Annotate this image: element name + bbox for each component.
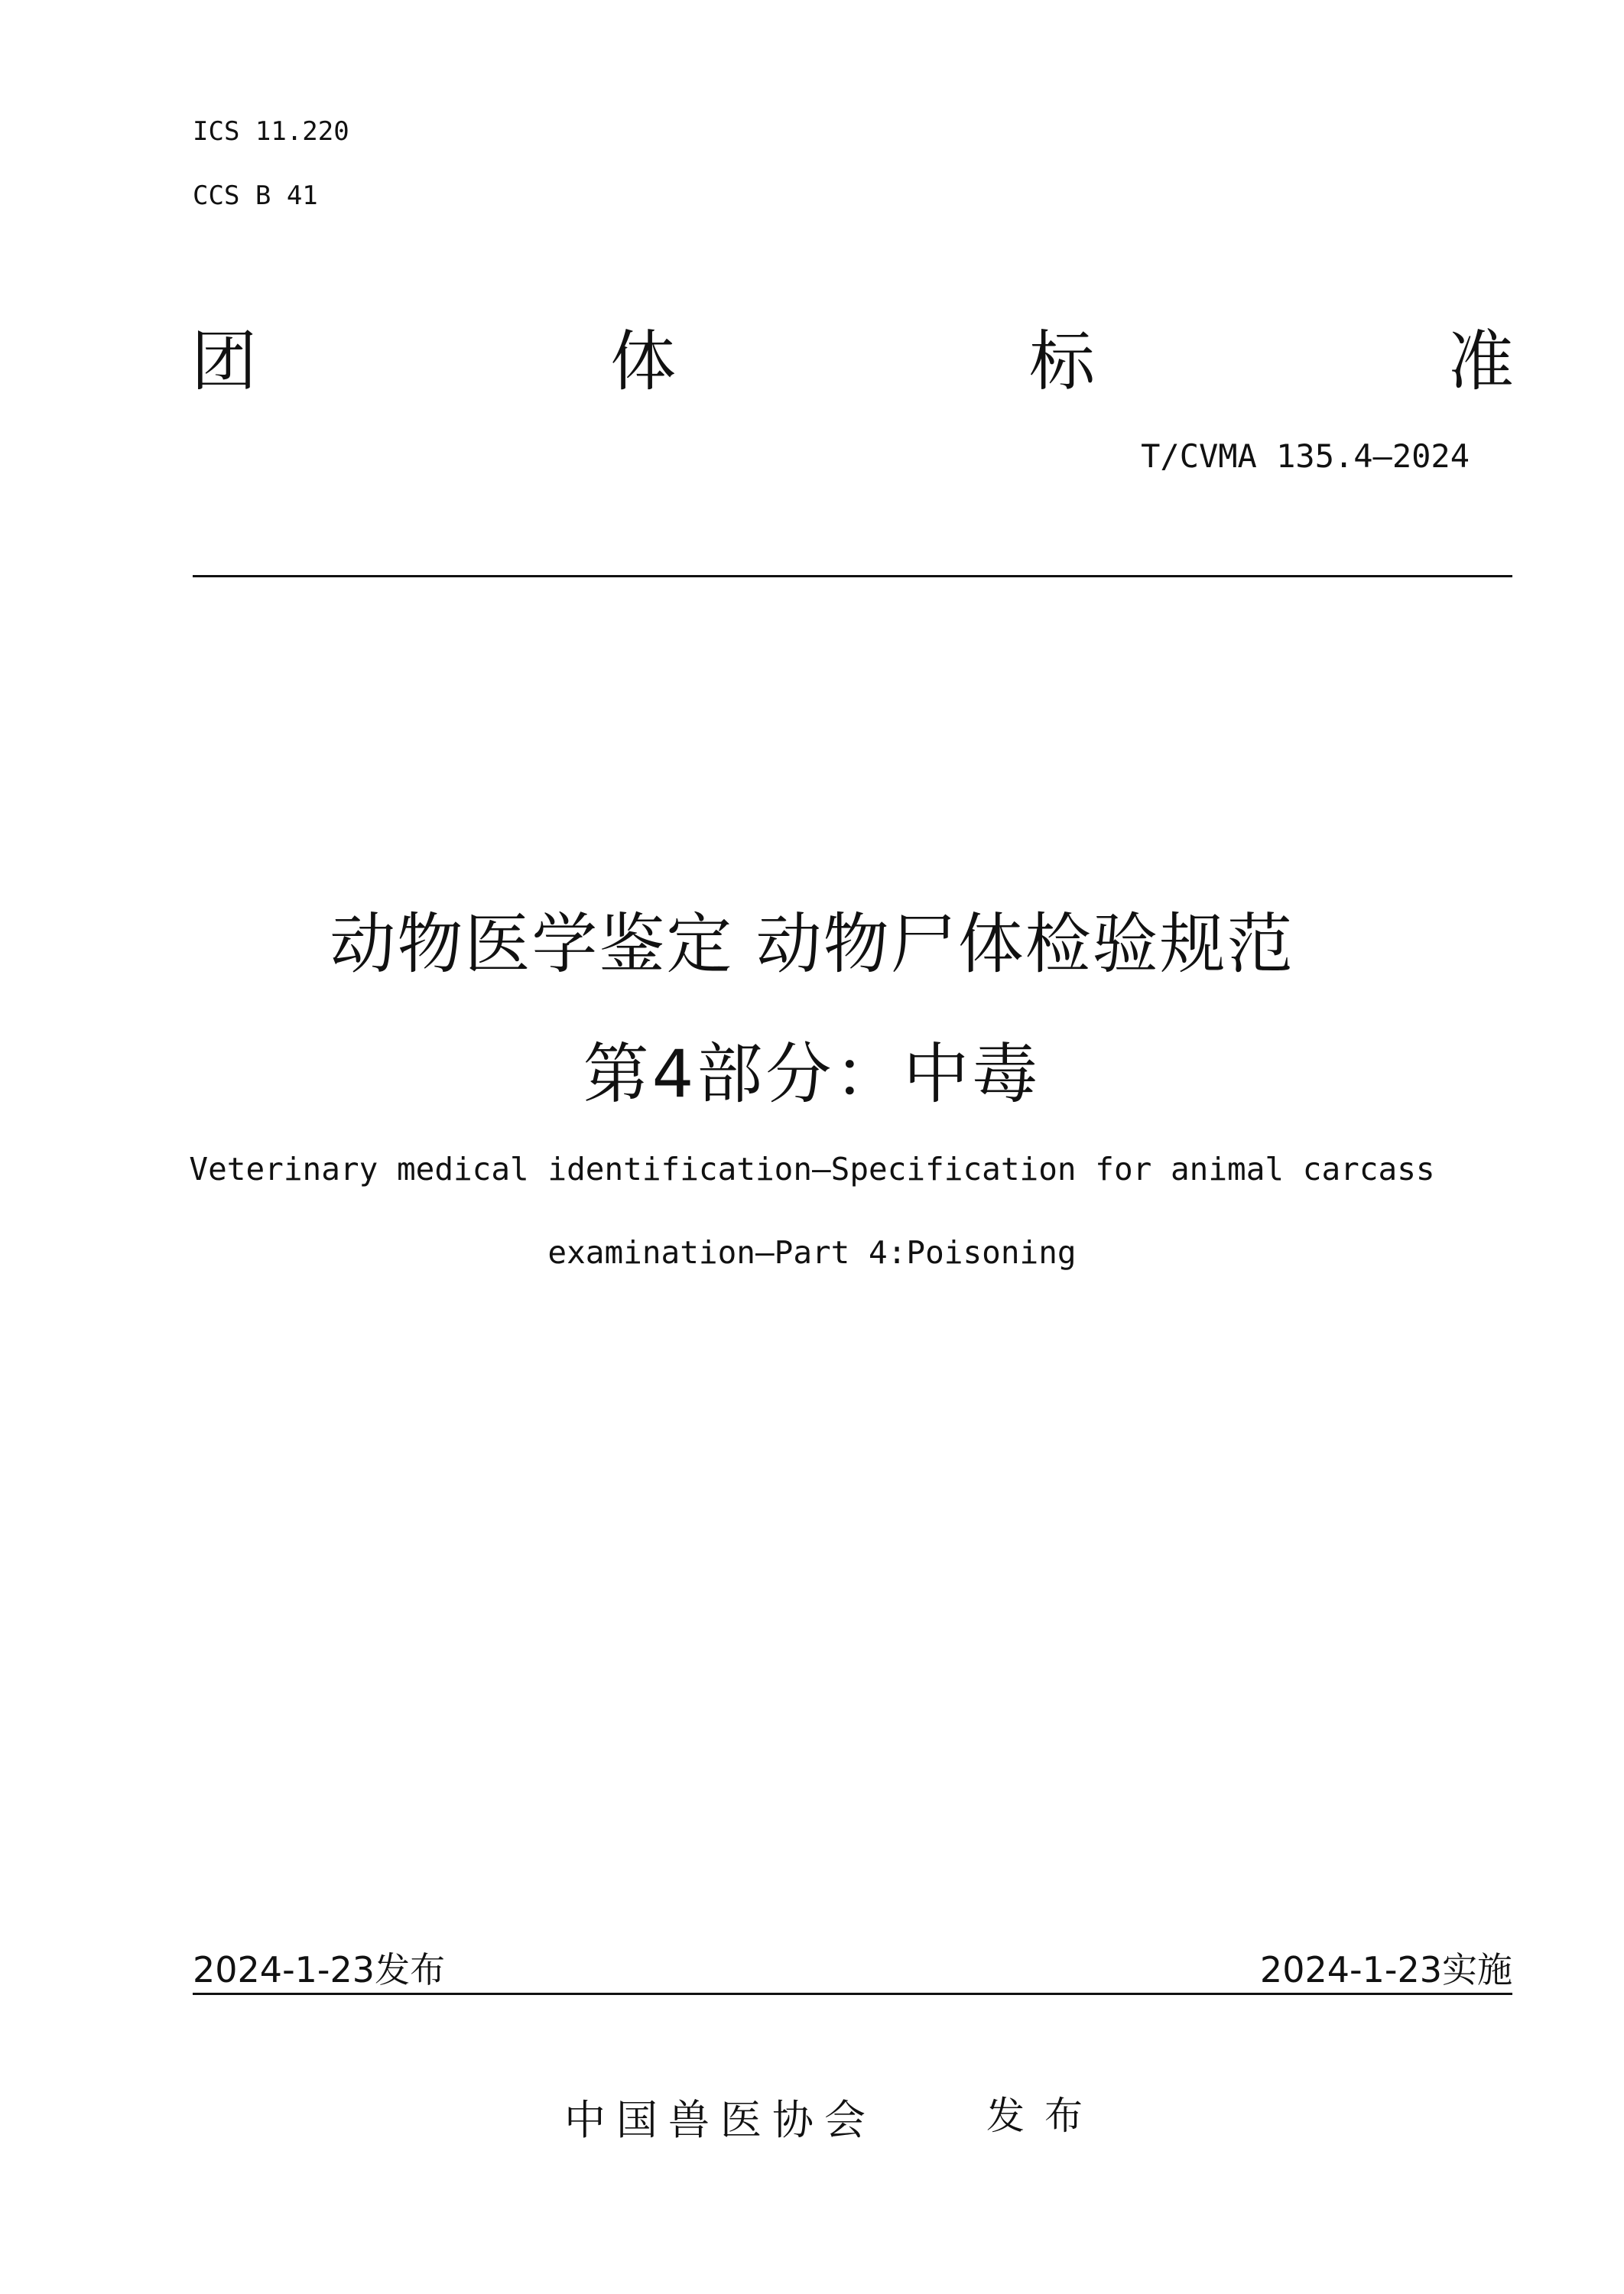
implementation-date: 2024-1-23实施 [1259, 1949, 1512, 1990]
standard-type-char: 准 [1448, 323, 1514, 400]
title-chinese-line-1: 动物医学鉴定 动物尸体检验规范 [330, 906, 1294, 983]
title-english-line-1: Veterinary medical identification—Specification for animal carcass [189, 1151, 1435, 1188]
standard-type-char: 团 [191, 323, 257, 400]
standard-type-heading [191, 310, 1514, 401]
issue-date: 2024-1-23发布 [193, 1949, 446, 1990]
publisher-name: 中国兽医协会 [564, 2096, 876, 2144]
standard-type-char: 体 [610, 323, 676, 400]
ics-code: ICS 11.220 [193, 116, 349, 147]
classification-codes [193, 99, 349, 228]
standard-number: T/CVMA 135.4—2024 [1141, 437, 1470, 475]
standard-type-char: 标 [1029, 323, 1095, 400]
top-divider [193, 575, 1512, 577]
title-english-line-2: examination—Part 4:Poisoning [547, 1234, 1077, 1271]
bottom-divider [193, 1993, 1512, 1995]
publish-label: 发布 [986, 2094, 1103, 2138]
ccs-code: CCS B 41 [193, 180, 318, 211]
title-chinese-line-2: 第4部分：中毒 [583, 1036, 1041, 1113]
